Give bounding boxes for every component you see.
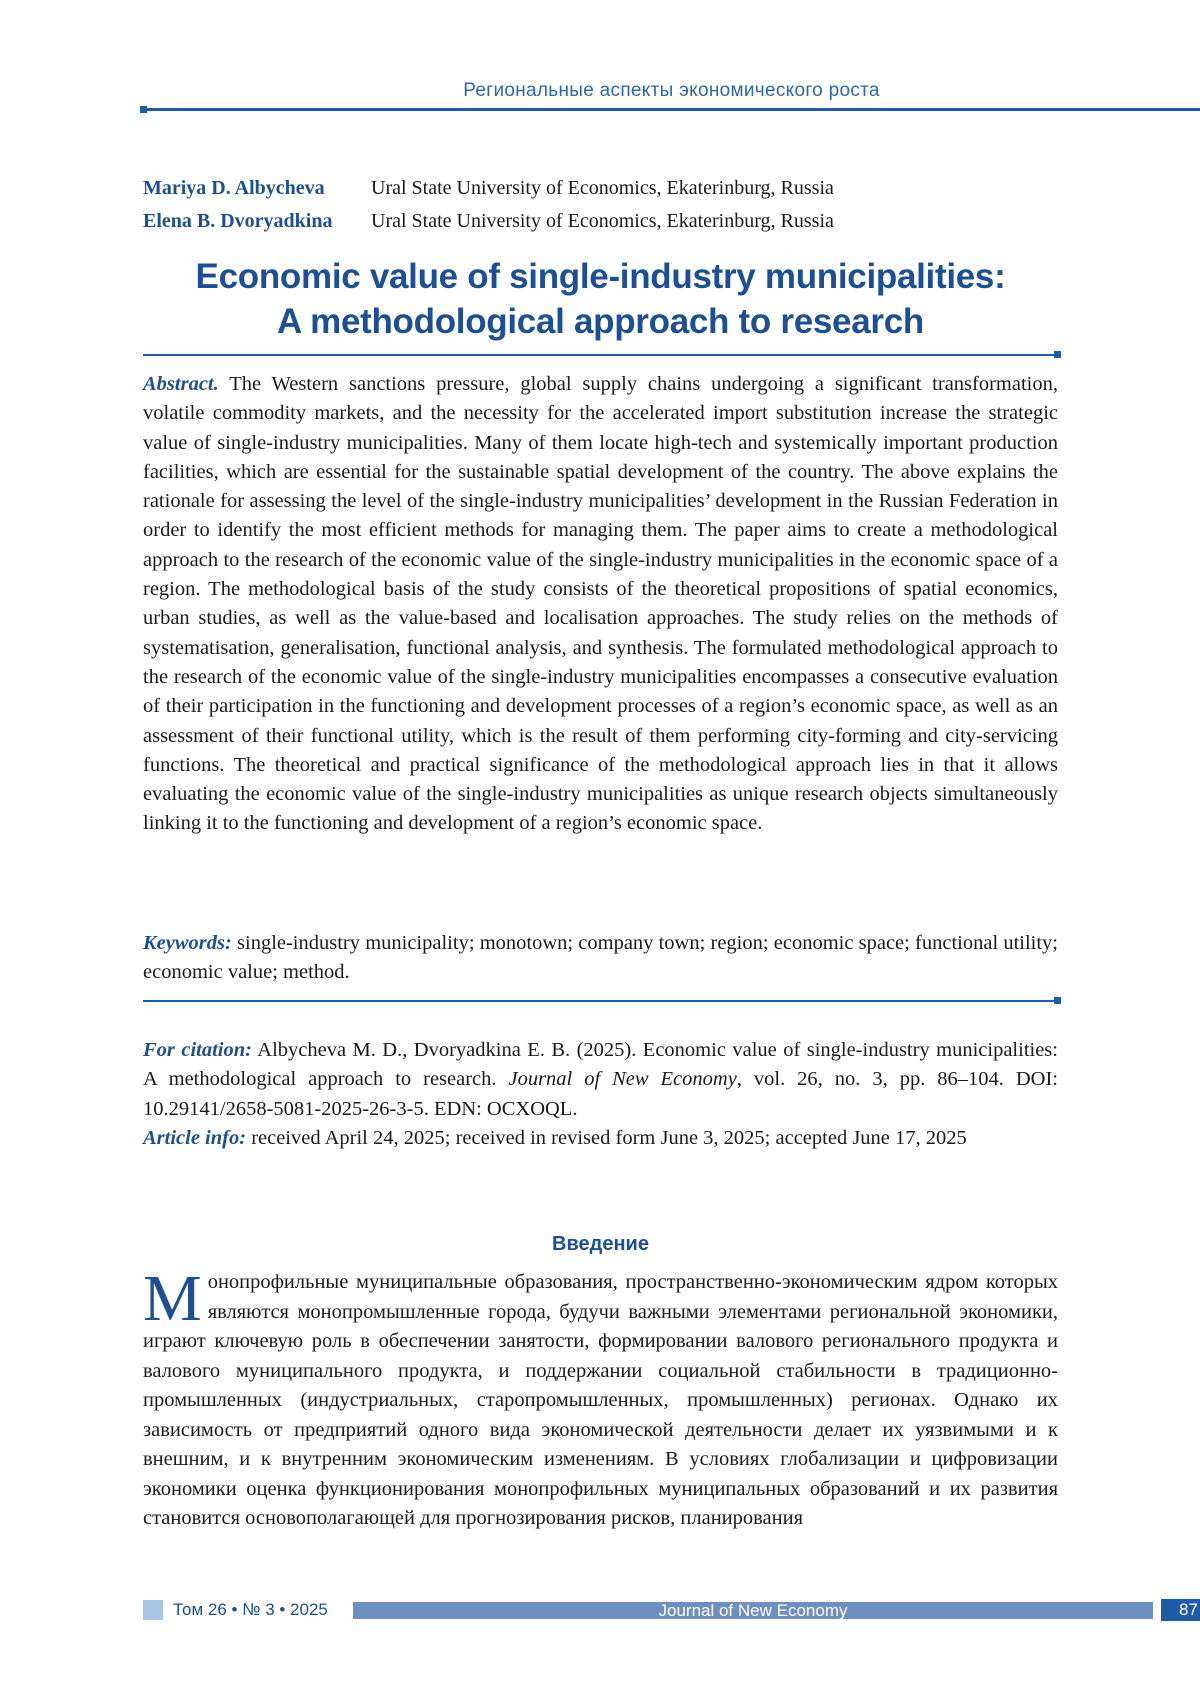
author-row: [143, 205, 834, 238]
author-row: [143, 172, 834, 205]
citation: [143, 1036, 1058, 1124]
article-info-label: Article info:: [143, 1127, 246, 1149]
keywords-divider-cap: [1054, 997, 1061, 1004]
authors-block: [143, 172, 834, 238]
header-rule: [143, 108, 1200, 111]
section-heading: Введение: [143, 1233, 1058, 1256]
header-rule-cap: [140, 106, 147, 113]
citation-label: For citation:: [143, 1039, 252, 1061]
abstract: [143, 370, 1058, 839]
author-name: Mariya D. Albycheva: [143, 172, 371, 205]
footer-square: [143, 1600, 163, 1620]
keywords-text: single-industry municipality; monotown; company town; region; economic space; functional utility; economic value; method.: [143, 932, 1058, 983]
citation-block: [143, 1036, 1058, 1153]
intro-text: онопрофильные муниципальные образования, пространственно-экономическим ядром которых являются монопромышленные города, будучи важными элементами региональной экономики, играют ключевую роль в обеспечении занятости, формировании валового регионального продукта и валового муниципального продукта, и поддержании социальной стабильности в традиционно-промышленных (индустриальных, старопромышленных, промышленных) регионах. Однако их зависимость от предприятий одного вида экономической деятельности делает их уязвимыми и к внешним, и к внутренним экономическим изменениям. В условиях глобализации и цифровизации экономики оценка функционирования монопрофильных муниципальных образований и их развития становится основополагающей для прогнозирования рисков, планирования: [143, 1271, 1058, 1529]
citation-journal: Journal of New Economy: [508, 1068, 736, 1090]
title-line-2: A methodological approach to research: [143, 299, 1058, 344]
author-name: Elena B. Dvoryadkina: [143, 205, 371, 238]
citation-details: , vol. 26, no. 3, pp. 86–104. DOI: 10.29141/2658-5081-2025-26-3-5. EDN: OCXOQL.: [143, 1068, 1058, 1119]
citation-text: Albycheva M. D., Dvoryadkina E. B. (2025). Economic value of single-industry municipalities: A methodological approach to research.: [143, 1039, 1058, 1090]
abstract-label: Abstract.: [143, 373, 219, 395]
article-info-text: received April 24, 2025; received in revised form June 3, 2025; accepted June 17, 2025: [251, 1127, 967, 1149]
title-line-1: Economic value of single-industry municipalities:: [143, 254, 1058, 299]
abstract-text: The Western sanctions pressure, global supply chains undergoing a significant transformation, volatile commodity markets, and the necessity for the accelerated import substitution increase the strategic value of single-industry municipalities. Many of them locate high-tech and systemically important production facilities, which are essential for the sustainable spatial development of the country. The above explains the rationale for assessing the level of the single-industry municipalities’ development in the Russian Federation in order to identify the most efficient methods for managing them. The paper aims to create a methodological approach to the research of the economic value of the single-industry municipalities in the economic space of a region. The methodological basis of the study consists of the theoretical propositions of spatial economics, urban studies, as well as the value-based and localisation approaches. The study relies on the methods of systematisation, generalisation, functional analysis, and synthesis. The formulated methodological approach to the research of the economic value of the single-industry municipalities encompasses a consecutive evaluation of their participation in the functioning and development processes of a region’s economic space, as well as an assessment of their functional utility, which is the result of them performing city-forming and city-servicing functions. The theoretical and practical significance of the methodological approach lies in that it allows evaluating the economic value of the single-industry municipalities as unique research objects simultaneously linking it to the functioning and development of a region’s economic space.: [143, 373, 1058, 834]
keywords-divider: [143, 1000, 1057, 1002]
author-affiliation: Ural State University of Economics, Ekaterinburg, Russia: [371, 172, 834, 205]
drop-cap: М: [143, 1272, 202, 1326]
keywords-label: Keywords:: [143, 932, 232, 954]
footer-issue: Том 26 • № 3 • 2025: [173, 1599, 328, 1621]
footer-journal: Journal of New Economy: [353, 1602, 1153, 1619]
title-divider: [143, 354, 1057, 356]
author-affiliation: Ural State University of Economics, Ekaterinburg, Russia: [371, 205, 834, 238]
intro-paragraph: [143, 1268, 1058, 1534]
page-number: 87: [1161, 1599, 1200, 1621]
article-info: [143, 1124, 1058, 1153]
keywords: [143, 929, 1058, 988]
page-footer: [143, 1599, 1200, 1621]
title-divider-cap: [1054, 351, 1061, 358]
running-header: Региональные аспекты экономического роста: [143, 80, 1200, 102]
article-title: [143, 254, 1058, 344]
